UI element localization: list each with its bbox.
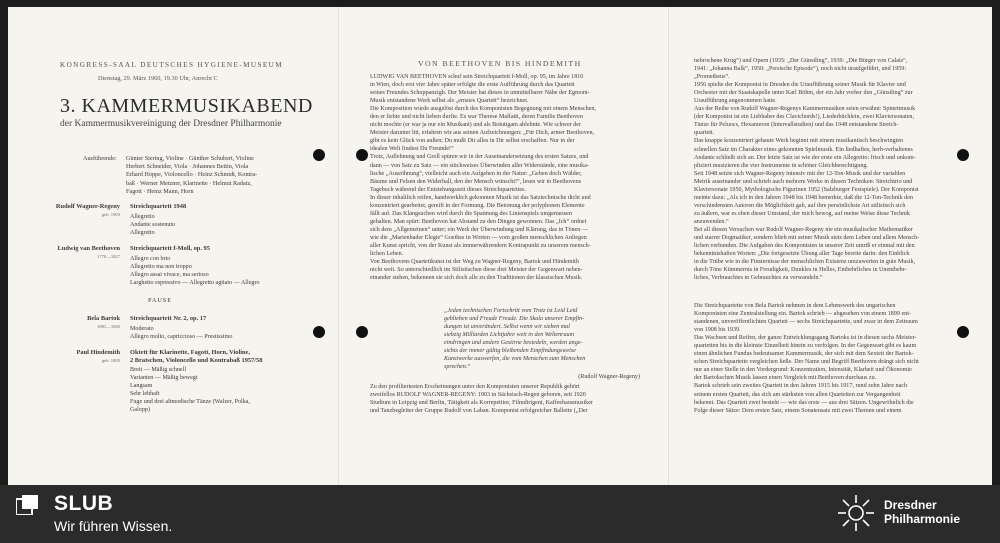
text-line: dann — von Satz zu Satz — ein stückweises Überwinden aller Widerstände, eine musika- (370, 162, 589, 169)
movement: Allegretto (130, 214, 155, 220)
text-line: zu äußern, war es eben dieser Umstand, der mich bewog, auf meine Weise diese Technik (694, 210, 910, 217)
text-line: sich dem „Allgemeinen“ unter; ein Werk der Überwindung und Klärung, das in Tönen — (370, 226, 588, 233)
text-line: „Prometheus“. (694, 74, 730, 81)
partner-line: Philharmonie (884, 512, 961, 526)
text-line: siebzig Milliarden Lichtjahre weit in den Weltenraum (444, 332, 574, 339)
text-line: Zu den profiliertesten Erscheinungen unter den Komponisten unserer Republik gehört (370, 384, 580, 390)
text-line: Orchester mit der Staatskapelle unter Karl Böhm, der ein Jahr vorher den „Günstling“ zur (694, 90, 913, 97)
text-line: 1941: „Johanna Balk“, 1950: „Persische Episode“), noch nicht uraufgeführt, und 1959: (694, 66, 907, 73)
text-line: fällt auf. Das Klangsuchen wird durch die Spannung des Linienspiels umgemessen (370, 210, 572, 217)
text-line: einander stehen, bekennen sie sich doch alle zu den Traditionen der klassischen Musik. (370, 275, 583, 282)
movement: Fuge und drei altmodische Tänze (Walzer, Polka, (130, 399, 250, 406)
composer-name: Paul Hindemith (76, 349, 120, 356)
text-line: „Jeden technischen Fortschritt vom Trotz ist Leid Leid (444, 308, 578, 314)
text-line: Die Streichquartette von Bela Bartok nehmen in dem Lebenswerk des ungarischen (694, 303, 896, 309)
text-line: sichts der immer gültig bleibenden Empfindungsweise (444, 348, 576, 355)
composer-years: 1770—1827 (97, 254, 120, 259)
partner-line: Dresdner (884, 498, 937, 512)
movement: Larghetto espressivo — Allegretto agitato — Allegro (130, 280, 260, 287)
text-line: Bei all diesen Versuchen war Rudolf Wagner-Regeny nie ein musikalischer Mathematiker (694, 226, 913, 233)
text-line: nicht mochte (er war ja nur ein Musikant) und als Bräutigam ablehnte. Wie schwer der (370, 122, 581, 129)
performers-line: baß · Werner Metzner, Klarinette · Helmut Radatz, (126, 179, 252, 187)
punch-hole (957, 326, 969, 338)
text-line: nebrochene Krug“) und Opern (1935: „Der Günstling“, 1939: „Die Bürger von Calais“, (694, 58, 908, 64)
text-line: nur an einer Stelle in den Vordergrund: Konzentration, Intensität, Klarheit und Ökonomie (694, 367, 912, 374)
footer-brand[interactable]: SLUB (54, 492, 114, 515)
footer-tagline: Wir führen Wissen. (54, 518, 173, 534)
essay-paragraph (694, 302, 956, 415)
concert-date: Dienstag, 29. März 1960, 19.30 Uhr, Anrecht C (98, 75, 218, 82)
text-line: Tänze für Peluocs, Hexameron (Intervallstudien) und das 1948 entstandene Streich- (694, 122, 899, 129)
text-line: gibt es kein Glück von außen; Du mußt Dir alles in Dir selbst erschaffen. Nur in der (370, 138, 575, 145)
performers-label: Ausführende: (83, 155, 117, 162)
composer-name: Bela Bartok (87, 315, 120, 322)
text-line: Aus der Reihe von Rudolf Wagner-Regenys Kammermusiken seien erwähnt: Spinettmusik (694, 106, 916, 113)
movement: Allegro con brio (130, 256, 171, 262)
text-line: von 1908 bis 1939. (694, 327, 741, 334)
text-line: Bäume und Felsen den Widerhall, den der Mensch wünscht!“, lesen wir in Beethovens (370, 178, 582, 185)
performers-line: Günter Siering, Violine · Günther Schubert, Violine (126, 155, 254, 162)
text-line: Das knappe konzentriert gebaute Werk beginnt mit einem musikantisch beschwingten (694, 138, 904, 145)
concert-title: 3. KAMMERMUSIKABEND (60, 95, 313, 117)
pause-label: PAUSE (148, 297, 173, 304)
performers-line: Erhard Hoppe, Violoncello · Heinz Schmidt, Kontra- (126, 171, 258, 179)
text-line: Folge dieser Sätze: Dem ersten Satz, einem Sonatensatz mit zwei Themen und einem (694, 407, 902, 414)
text-line: liches, Verbrauchtes in Gebrauchtes zu verwandeln.“ (694, 275, 823, 282)
movement-list (130, 366, 250, 415)
movement: Allegro molto, capriccioso — Prestissimo (130, 334, 233, 341)
text-line: In dieser inhaltlich reifen, handwerklich gekonnten Musik ist das Satztechnische dicht und (370, 194, 591, 201)
text-line: aller Kunst spricht, von der Kunst als immerwährendem Kontrapunkt zu unserem mensch- (370, 242, 591, 249)
punch-hole (313, 149, 325, 161)
text-line: geblieben und Freude Freude. Die Skala unserer Empfin- (444, 316, 585, 323)
text-line: lische „Auseöhnung“, vielleicht auch ein Aufgehen in der Natur: „Geben doch Wälder, (370, 170, 582, 177)
text-line: Kunstwerke auswerfen, die vom Menschen zum Menschen (444, 356, 586, 363)
concert-subtitle: der Kammermusikvereinigung der Dresdner Philharmonie (60, 119, 282, 129)
composer-years: geb. 1895 (101, 358, 120, 363)
essay-paragraph (370, 73, 638, 282)
text-line: Die Komposition wurde ausgelöst durch des Komponisten Begegnung mit einem Menschen, (370, 106, 596, 113)
essay-quote (444, 307, 640, 371)
text-line: den er liebte und nicht lieben durfte. Es war Therese Malfatti, deren Familie Beethoven (370, 114, 583, 121)
text-line: Von Beethovens Quartettkunst ist der Weg zu Wagner-Regeny, Bartok und Hindemith (370, 259, 579, 266)
text-line: lichen Leben. (370, 251, 404, 258)
text-line: LUDWIG VAN BEETHOVEN schuf sein Streichquartett f-Moll, op. 95, im Jahre 1810 (370, 74, 584, 80)
text-line: idealen Welt findest Du Freunde!“ (370, 146, 454, 153)
composer-name: Ludwig van Beethoven (57, 245, 120, 252)
composer-years: geb. 1903 (101, 212, 120, 217)
text-line: anzuwenden.“ (694, 218, 729, 225)
text-line: und starrer Dogmatiker, sondern blieb mit seiner Musik stets dem Leben und allem Mensch- (694, 235, 920, 242)
text-line: bekennt. Das Quartett zwei besteht — wie das erste — aus drei Sätzen. Ungewöhnlich die (694, 399, 914, 406)
text-line: Bartok schrieb sein zweites Quartett in den Jahren 1915 bis 1917, rund zehn Jahre nach (694, 383, 908, 390)
text-line: meinte dazu: „Als ich in den Jahren 1948 bis 1948 bemerkte, daß die 12-Ton-Technik den (694, 194, 913, 201)
composer-years: 1881—1945 (97, 324, 120, 329)
text-line: und Tanzbegleiter der Gruppe Rudolf von Laban. Komponist erfolgreicher Ballette („Der (370, 408, 588, 415)
slub-logo-icon (16, 495, 38, 515)
text-line: sprechen.“ (444, 364, 471, 371)
text-line: verschiedensten Autoren die Möglichkeit gab, auf ihre persönlichste Art stilistisch sich (694, 202, 906, 209)
text-line: Tagebuch während der Entstehungszeit dieses Streichquartettes. (370, 186, 526, 193)
work-title: Streichquartett Nr. 2, op. 17 (130, 315, 207, 322)
text-line: in die Trübe wie in die Finsternisse der menschlichen Existenz umzuwerten in gute Musik, (694, 259, 916, 266)
composer-name: Rudolf Wagner-Regeny (55, 203, 120, 210)
essay-paragraph (370, 383, 638, 415)
movement: Allegretto ma non troppo (130, 264, 192, 271)
movement: Allegretto (130, 230, 155, 237)
text-line: pliziert musizieren die vier Instrumente in schöner Gleichberechtigung. (694, 162, 868, 169)
text-line: nicht weit. So unterschiedlich im Stilistischen diese drei Meister der Gegenwart neben- (370, 267, 583, 274)
text-line: Studium in Leipzig und Berlin, Tätigkeit als Korrepetitor, Filmdirigent, Kaffeehausmusiker (370, 400, 593, 407)
punch-hole (356, 149, 368, 161)
text-line: schen Streichquartette vergleichen ließe. Der Name und Begriff Beethoven drängt sich nicht (694, 359, 919, 366)
text-line: gehalten. Man spürt: Beethoven hat Abstand zu den Dingen gewonnen. Das „Ich“ ordnet (370, 218, 587, 225)
text-line: konzentriert gearbeitet, gereift in der Formung. Die Betonung der polyphonen Elemente (370, 202, 585, 209)
text-line: Klaviersonate 1950, Mythologische Figurinen 1952 (Salzburger Festspiele). Der Komponist (694, 186, 919, 193)
text-line: Das Wachsen und Reifen, der ganze Entwicklungsgang Bartoks ist in diesen sechs Meister- (694, 335, 917, 342)
punch-hole (356, 326, 368, 338)
performers-line: Herbert Schneider, Viola · Johannes Bettin, Viola (126, 163, 249, 171)
text-line: standenen, unveröffentlichten Quartett — sechs Streichquartette, und zwar in dem Zeitraum (694, 319, 918, 326)
text-line: zweifellos RUDOLF WAGNER-REGENY: 1903 in Sächsisch-Regen geboren, seit 1920 (370, 392, 586, 399)
punch-hole (313, 326, 325, 338)
text-line: durch Töne Kümmernis in Freudigkeit, Dunkles in Helles, Entbehrliches in Unentbehr- (694, 267, 907, 274)
movement-list (130, 255, 260, 287)
text-line: Metrik auseinander und schrieb auch mehrere Werke in diesen Techniken: Streichtrio und (694, 178, 913, 185)
work-title: Streichquartett 1948 (130, 203, 187, 210)
fold-line-right (668, 7, 669, 485)
text-line: Musik entstandene Werk selbst als „ernstes Quartett“ bezeichnet. (370, 98, 529, 105)
punch-hole (957, 149, 969, 161)
text-line: lichen verbunden. Die Aufgaben des Komponisten in unserer Zeit umriß er einmal mit den (694, 243, 915, 250)
text-line: eindringen und andere Gestirne besiedeln, werden ange- (444, 340, 583, 347)
movement: Breit — Mäßig schnell (130, 367, 187, 373)
text-line: Seit 1948 setzte sich Wagner-Regeny intensiv mit der 12-Ton-Musik und der variablen (694, 170, 906, 177)
text-line: Uraufführung angenommen hatte. (694, 98, 777, 105)
movement: Sehr lebhaft (130, 391, 160, 398)
text-line: bekenntnishaften Worten: „Die fortgesetzte Übung aller Tage bereite darin: den Einblick (694, 251, 910, 258)
text-line: seinem ersten Quartett, das sich am stärksten von allen Quartetten zur Vergangenheit (694, 391, 901, 398)
text-line: Komponisten eine Zentralstellung ein. Bartok schrieb — abgesehen von einem 1899 ent- (694, 311, 911, 318)
text-line: quartett. (694, 130, 715, 137)
text-line: schnellen Satz im Charakter eines gekonnten Spielmusik. Ein liedhaftes, herb-verhaltenes (694, 146, 913, 153)
text-line: Trotz, Auflehnung und Groll spüren wir in der Auseinandersetzung des ersten Satzes, und (370, 154, 589, 161)
performers-line: Fagott · Heinz Mann, Horn (126, 187, 194, 195)
text-line: quartetten bis in die kleinste Einzelheit hinein zu verfolgen. In der Gegenwart gibt es kaum (694, 343, 917, 350)
quote-author: (Rudolf Wagner-Regeny) (578, 374, 640, 380)
movement-list (130, 213, 175, 237)
footer-partner[interactable] (884, 498, 960, 526)
work-title: Oktett für Klarinette, Fagott, Horn, Violine, (130, 349, 251, 356)
movement: Varianten — Mäßig bewegt (130, 375, 198, 382)
text-line: Andante schließt sich an. Der letzte Satz ist wie der erste ein Allegretto: frisch und unkom- (694, 154, 916, 161)
movement: Langsam (130, 383, 153, 390)
movement: Allegro assai vivace, ma serioso (130, 272, 209, 279)
text-line: dungen ist unverändert. Selbst wenn wir sieben mal (444, 324, 570, 331)
text-line: (der Komponist ist ein Liebhaber des Clavichords!), Liederbüchlein, zwei Klaviersonaten, (694, 114, 914, 121)
text-line: seines Freundes Schuppanzigh. Der Meister hat dieses in unmittelbarer Nähe der Egmont- (370, 90, 590, 97)
program-sheet (8, 7, 992, 485)
essay-paragraph (694, 57, 956, 282)
text-line: einen ähnlichen Fundus bedeutsamer Kammermusik, der sich mit dem Sextett der Bartok- (694, 351, 914, 358)
movement: Andante sostenuto (130, 222, 176, 229)
essay-heading: VON BEETHOVEN BIS HINDEMITH (418, 59, 582, 68)
fold-line-left (338, 7, 339, 485)
text-line: der Bartokschen Musik lassen einen Vergleich mit Beethoven durchaus zu. (694, 375, 877, 382)
work-title-line2: 2 Bratschen, Violoncello und Kontrabaß 1957/58 (130, 357, 263, 364)
venue-header: KONGRESS-SAAL DEUTSCHES HYGIENE-MUSEUM (60, 61, 284, 69)
movement-list (130, 325, 232, 341)
text-line: 1956 spielte der Komponist in Dresden die Uraufführung seiner Musik für Klavier und (694, 82, 906, 89)
philharmonie-logo-icon (836, 493, 876, 533)
text-line: Meister darunter litt, erfahren wir aus seinen Aufzeichnungen: „Für Dich, armer Beethoven, (370, 130, 595, 137)
movement: Galopp) (130, 407, 150, 414)
movement: Moderato (130, 326, 154, 332)
text-line: wie die „Marienbader Elegie“ Goethes in Worten — vom großen menschlichen Anliegen (370, 234, 587, 241)
work-title: Streichquartett f-Moll, op. 95 (130, 245, 210, 252)
performers-list (126, 155, 257, 196)
text-line: in Wien, doch erst vier Jahre später erfolgte die erste Aufführung durch das Quartett (370, 82, 575, 89)
